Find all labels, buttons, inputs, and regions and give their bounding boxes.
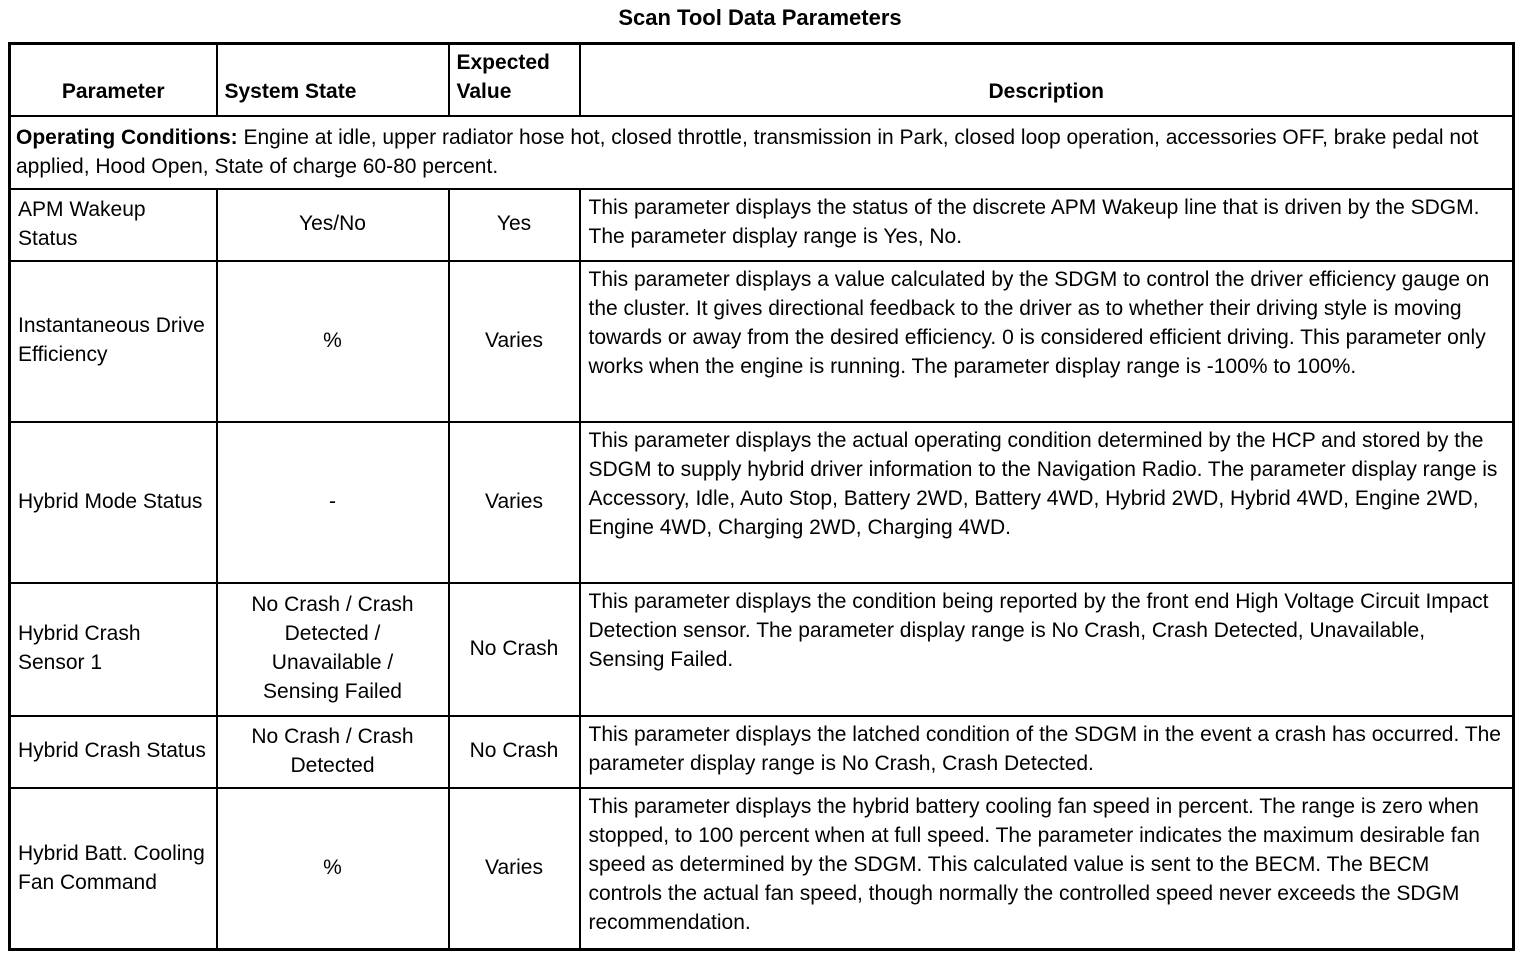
expected-value-cell: No Crash [449,583,580,716]
description-cell: This parameter displays the hybrid battery cooling fan speed in percent. The range is zero when stopped, to 100 percent when at full speed. The parameter indicates the maximum desirable fan speed as determined by the SDGM. This calculated value is sent to the BECM. The BECM controls the actual fan speed, though normally the controlled speed never exceeds the SDGM recommendation. [580,788,1514,950]
parameter-cell: Hybrid Mode Status [10,422,217,583]
header-description: Description [580,44,1514,116]
header-expected-value: Expected Value [449,44,580,116]
scan-tool-data-table [8,42,1515,951]
table-row [10,583,1514,716]
description-cell: This parameter displays a value calculated by the SDGM to control the driver efficiency gauge on the cluster. It gives directional feedback to the driver as to whether their driving style is moving towards or away from the desired efficiency. 0 is considered efficient driving. This parameter only works when the engine is running. The parameter display range is -100% to 100%. [580,261,1514,422]
system-state-cell: - [217,422,449,583]
expected-value-cell: No Crash [449,716,580,788]
header-parameter: Parameter [10,44,217,116]
parameter-cell: Instantaneous Drive Efficiency [10,261,217,422]
table-row [10,189,1514,261]
system-state-cell: No Crash / Crash Detected [217,716,449,788]
header-system-state: System State [217,44,449,116]
table-header-row [10,44,1514,116]
table-row [10,716,1514,788]
page-title: Scan Tool Data Parameters [618,5,902,30]
description-cell: This parameter displays the latched condition of the SDGM in the event a crash has occurred. The parameter display range is No Crash, Crash Detected. [580,716,1514,788]
parameter-cell: Hybrid Batt. Cooling Fan Command [10,788,217,950]
operating-conditions-text: Engine at idle, upper radiator hose hot, closed throttle, transmission in Park, closed loop operation, accessories OFF, brake pedal not applied, Hood Open, State of charge 60-80 percent. [16,125,1479,178]
table-row [10,788,1514,950]
description-cell: This parameter displays the actual operating condition determined by the HCP and stored by the SDGM to supply hybrid driver information to the Navigation Radio. The parameter display range is Accessory, Idle, Auto Stop, Battery 2WD, Battery 4WD, Hybrid 2WD, Hybrid 4WD, Engine 2WD, Engine 4WD, Charging 2WD, Charging 4WD. [580,422,1514,583]
description-cell: This parameter displays the condition being reported by the front end High Voltage Circuit Impact Detection sensor. The parameter display range is No Crash, Crash Detected, Unavailable, Sensing Failed. [580,583,1514,716]
system-state-cell: Yes/No [217,189,449,261]
system-state-cell: % [217,788,449,950]
description-cell: This parameter displays the status of the discrete APM Wakeup line that is driven by the SDGM. The parameter display range is Yes, No. [580,189,1514,261]
expected-value-cell: Varies [449,422,580,583]
table-row [10,261,1514,422]
parameter-cell: Hybrid Crash Status [10,716,217,788]
operating-conditions-label: Operating Conditions: [16,125,238,149]
expected-value-cell: Yes [449,189,580,261]
system-state-cell: No Crash / Crash Detected / Unavailable / Sensing Failed [217,583,449,716]
expected-value-cell: Varies [449,261,580,422]
parameter-cell: APM Wakeup Status [10,189,217,261]
table-row [10,422,1514,583]
operating-conditions-cell [10,116,1514,189]
parameter-cell: Hybrid Crash Sensor 1 [10,583,217,716]
expected-value-cell: Varies [449,788,580,950]
system-state-cell: % [217,261,449,422]
operating-conditions-row [10,116,1514,189]
